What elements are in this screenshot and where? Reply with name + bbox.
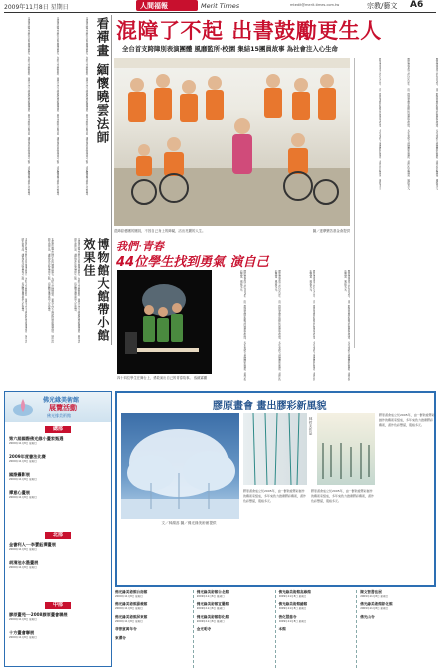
listing-column xyxy=(279,590,358,668)
list-item: 佛光緣美術館宜蘭館 xyxy=(196,602,230,607)
feature-title: 44位學生找到勇氣 演自己 xyxy=(116,255,269,270)
list-item: 金光明寺 xyxy=(196,627,212,632)
photo-caption-right: 圖／達摩樂苦基金會提供 xyxy=(312,229,350,233)
art-feature-title: 膠原畫會 畫出膠彩新風貌 xyxy=(213,401,327,412)
list-item: 2009年度書法比賽 xyxy=(9,454,46,459)
body-text: 本報訊 曉雲法師生前以禪畫聞名，為紀念法師圓寂，華梵大學文物館特舉辦禪畫展，展出法師生前作品，讓民眾在欣賞畫作之餘，也能體會禪意與人生智慧。 xyxy=(56,17,59,198)
calendar-header xyxy=(5,392,111,422)
headline: 混障了不起 出書鼓勵更生人 xyxy=(116,18,382,43)
article-body xyxy=(4,238,80,344)
left-article xyxy=(4,15,110,233)
list-item-detail: 2009年11月8日 星期日 xyxy=(115,607,143,611)
body-text: 膠原畫會成立於2005年，由一群熱愛膠彩創作的藝術家組成，多年來致力推廣膠彩藝術，畫作色彩豐富，風格多元。 xyxy=(274,270,281,381)
list-item: 膠原畫苑──2008膠原畫會聯展 xyxy=(9,612,68,617)
list-item-detail: 2009年11月8日 星期日 xyxy=(278,607,307,611)
list-item-detail: 2009年11月8日 星期日 xyxy=(115,619,143,623)
painting-frost-trees xyxy=(121,413,239,519)
body-text: 膠原畫會成立於2005年，由一群熱愛膠彩創作的藝術家組成，多年來致力推廣膠彩藝術，畫作色彩豐富，風格多元。 xyxy=(311,489,375,503)
art-feature-bottom-text xyxy=(243,489,375,585)
masthead-url: mtedit@merit-times.com.tw xyxy=(290,3,340,7)
list-item: 佛光緣美術館台北館 xyxy=(196,590,230,594)
art-feature-body xyxy=(379,413,435,585)
stage-photo xyxy=(117,270,212,374)
list-item: 第六屆國際佛光緣小畫家甄選 xyxy=(9,436,64,441)
body-text: 膠原畫會成立於2005年，由一群熱愛膠彩創作的藝術家組成，多年來致力推廣膠彩藝術，畫作色彩豐富，風格多元。 xyxy=(379,413,435,427)
region-header-headquarters: 總部 xyxy=(45,426,71,433)
body-text: 膠原畫會成立於2005年，由一群熱愛膠彩創作的藝術家組成，多年來致力推廣膠彩藝術，畫作色彩豐富，風格多元。 xyxy=(343,270,350,381)
article-title-museum: 博物館大館帶小館 效果佳 xyxy=(82,238,110,342)
region-header-north: 北部 xyxy=(45,532,71,539)
art-byline: 文／林湖蕊 圖／佛光緣美術館提供 xyxy=(161,521,217,525)
list-item: 陳文智書法展 xyxy=(360,590,382,594)
calendar-subtitle: 佛光緣美術館 xyxy=(47,413,71,418)
feature-label: 我們‧青春 xyxy=(116,240,164,253)
body-text: 本報訊 曉雲法師生前以禪畫聞名，為紀念法師圓寂，華梵大學文物館特舉辦禪畫展，展出法師生前作品，讓民眾在欣賞畫作之餘，也能體會禪意與人生智慧。 xyxy=(20,238,28,343)
feature-body xyxy=(216,270,350,382)
list-item: 佛光緣美術館彰化館 xyxy=(360,602,393,607)
section-name: 宗教/藝文 xyxy=(367,2,398,10)
list-item-detail: 2009年11月8日 星期日 xyxy=(9,442,37,445)
list-item: 國際攝影展 xyxy=(9,472,30,477)
body-text: 本報訊 曉雲法師生前以禪畫聞名，為紀念法師圓寂，華梵大學文物館特舉辦禪畫展，展出法師生前作品，讓民眾在欣賞畫作之餘，也能體會禪意與人生智慧。 xyxy=(73,238,80,343)
list-item: 佛光緣美術館總館 xyxy=(278,602,308,607)
body-text: 本報訊 曉雲法師生前以禪畫聞名，為紀念法師圓寂，華梵大學文物館特舉辦禪畫展，展出法師生前作品，讓民眾在欣賞畫作之餘，也能體會禪意與人生智慧。 xyxy=(47,238,54,343)
list-item: 佛光山寺 xyxy=(360,614,375,619)
masthead xyxy=(0,0,440,14)
list-item: 十方畫會聯展 xyxy=(9,630,35,635)
lotus-icon xyxy=(11,396,35,418)
list-item: 菲律賓萬年寺 xyxy=(115,627,137,632)
list-item: 佛光緣美術館彰化館 xyxy=(196,614,230,619)
list-item: 佛光緣美術館台南館 xyxy=(115,590,148,594)
body-text: 膠原畫會成立於2005年，由一群熱愛膠彩創作的藝術家組成，多年來致力推廣膠彩藝術，畫作色彩豐富，風格多元。 xyxy=(239,270,246,381)
calendar-title-prefix: 佛光緣美術館 xyxy=(43,397,80,404)
bottom-listings xyxy=(115,590,436,668)
body-text: 膠原畫會成立於2005年，由一群熱愛膠彩創作的藝術家組成，多年來致力推廣膠彩藝術，畫作色彩豐富，風格多元。 xyxy=(243,489,307,503)
stage-photo-caption: 四十四位學生在舞台上，勇敢演出自己的青春故事。 孫鏡霖攝 xyxy=(117,376,208,380)
list-item: 善化慧慈寺 xyxy=(278,614,297,619)
article-body xyxy=(4,17,88,231)
list-item: 東禪寺 xyxy=(115,636,126,641)
calendar-list-central xyxy=(9,612,109,640)
list-item-detail: 2009年11月8日 星期日 xyxy=(9,460,37,463)
calendar-title: 展覽活動 xyxy=(49,404,77,412)
list-item: 佛光緣美術館高雄館 xyxy=(278,590,311,594)
list-item-detail: 2009年11月8日 星期日 xyxy=(9,618,37,621)
list-item-detail: 2009年11月8日 星期日 xyxy=(278,595,307,598)
list-item-detail: 2009年11月8日 星期日 xyxy=(9,566,37,569)
list-item: 佛光緣美術館屏東館 xyxy=(115,614,148,619)
exhibition-calendar xyxy=(4,391,112,667)
listing-column xyxy=(360,590,436,668)
main-photo xyxy=(114,58,350,226)
list-item: 胡清池水墨畫展 xyxy=(9,560,39,565)
list-item: 本館 xyxy=(278,627,286,632)
list-item-detail: 2009年11月8日 星期日 xyxy=(9,478,37,481)
list-item-detail: 2009年11月8日 星期日 xyxy=(360,607,389,611)
masthead-date: 2009年11月8日 星期日 xyxy=(4,4,69,11)
main-story-body xyxy=(354,58,438,348)
region-header-central: 中部 xyxy=(45,602,71,609)
body-text: 本報訊 曉雲法師生前以禪畫聞名，為紀念法師圓寂，華梵大學文物館特舉辦禪畫展，展出法師生前作品，讓民眾在欣賞畫作之餘，也能體會禪意與人生智慧。 xyxy=(85,17,88,198)
brand-name: 人間福報 xyxy=(140,2,168,10)
list-item-detail: 2009年11月8日 星期日 xyxy=(360,595,389,598)
list-item: 佛光緣美術館嘉義館 xyxy=(115,602,148,607)
page-number: A6 xyxy=(410,0,424,10)
left-article-museum xyxy=(4,236,110,346)
body-text: 本報訊 曉雲法師生前以禪畫聞名，為紀念法師圓寂，華梵大學文物館特舉辦禪畫展，展出法師生前作品，讓民眾在欣賞畫作之餘，也能體會禪意與人生智慧。 xyxy=(27,17,30,198)
list-item-detail: 2009年11月8日 星期日 xyxy=(9,636,37,639)
list-item-detail: 2009年11月8日 星期日 xyxy=(196,607,225,611)
masthead-rule xyxy=(4,12,436,13)
column-divider xyxy=(111,15,112,345)
subheadline: 全台首支跨障別表演團體 風靡監所‧校園 集結15團員故事 為社會注入心生命 xyxy=(122,45,338,53)
list-item-detail: 2009年11月8日 星期日 xyxy=(196,595,225,598)
painting-sea-posts xyxy=(317,413,375,485)
list-item-detail: 2009年11月8日 星期日 xyxy=(278,619,307,623)
list-item-detail: 2009年11月8日 星期日 xyxy=(9,496,37,499)
listing-column xyxy=(115,590,194,668)
painting-reeds xyxy=(243,413,307,485)
group-photo-illustration xyxy=(114,58,350,226)
brand-english: Merit Times xyxy=(201,2,240,10)
stage-illustration xyxy=(117,270,212,374)
article-title-zen-painting: 看禪畫 緬懷曉雲法師 xyxy=(95,17,110,144)
list-item-detail: 2009年11月8日 星期日 xyxy=(115,595,143,598)
list-item: 金書利人──李寶鈺禪畫展 xyxy=(9,542,56,547)
list-item-detail: 2009年11月8日 星期日 xyxy=(9,548,37,551)
painting-caption: 林哲夫作品 xyxy=(309,417,313,435)
listing-column xyxy=(197,590,276,668)
calendar-list-headquarters xyxy=(9,436,109,500)
list-item-detail: 2009年11月8日 星期日 xyxy=(196,619,225,623)
calendar-list-north xyxy=(9,542,109,570)
art-feature-box xyxy=(115,391,436,587)
brand-logo xyxy=(136,0,198,11)
list-item: 禪意心畫展 xyxy=(9,490,30,495)
body-text: 膠原畫會成立於2005年，由一群熱愛膠彩創作的藝術家組成，多年來致力推廣膠彩藝術，畫作色彩豐富，風格多元。 xyxy=(378,58,382,193)
body-text: 膠原畫會成立於2005年，由一群熱愛膠彩創作的藝術家組成，多年來致力推廣膠彩藝術，畫作色彩豐富，風格多元。 xyxy=(308,270,316,381)
photo-caption-left: 混障綜藝團的團員，不因自己身上的障礙，活出亮麗的人生。 xyxy=(114,229,206,233)
body-text: 膠原畫會成立於2005年，由一群熱愛膠彩創作的藝術家組成，多年來致力推廣膠彩藝術，畫作色彩豐富，風格多元。 xyxy=(406,58,410,193)
body-text: 膠原畫會成立於2005年，由一群熱愛膠彩創作的藝術家組成，多年來致力推廣膠彩藝術，畫作色彩豐富，風格多元。 xyxy=(435,58,438,193)
